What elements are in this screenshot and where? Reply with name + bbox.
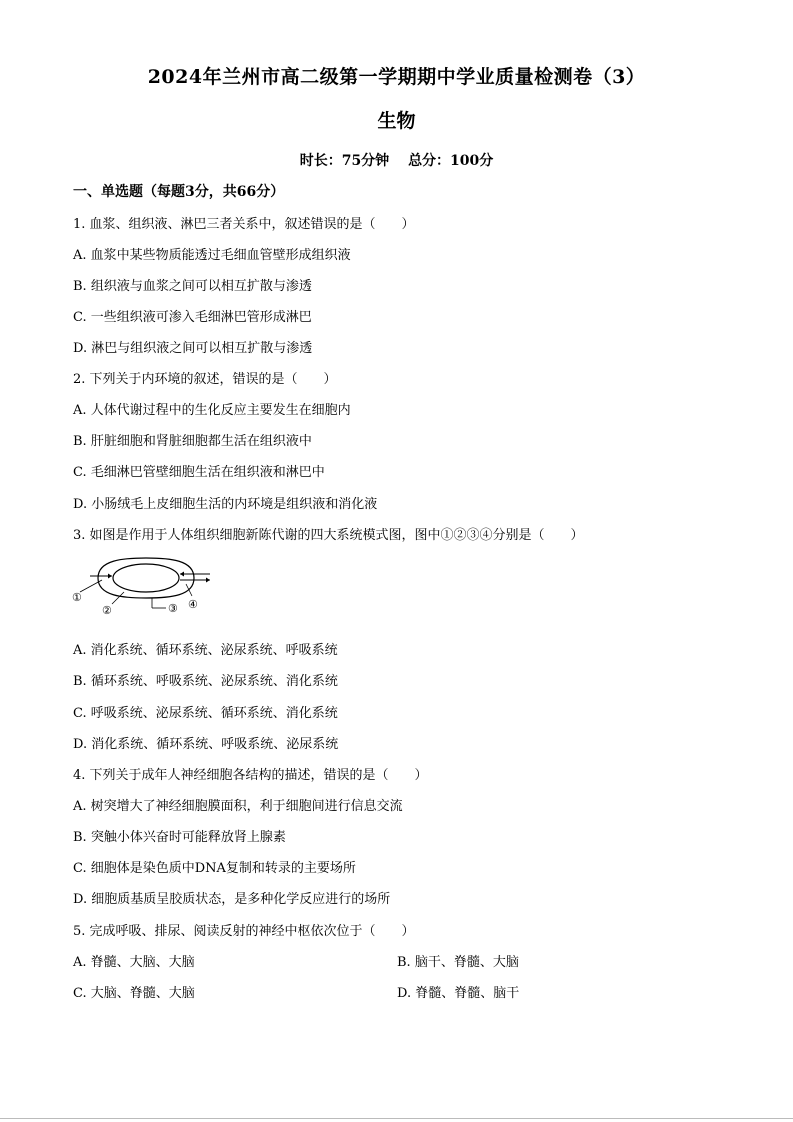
leader-2	[112, 592, 124, 604]
total-score-label: 总分：100分	[408, 153, 494, 169]
arrow-right-bottom-head	[206, 578, 210, 583]
exam-meta	[0, 150, 793, 170]
question-3-stem: 3. 如图是作用于人体组织细胞新陈代谢的四大系统模式图，图中①②③④分别是（ ）	[73, 528, 584, 543]
figure-label-2: ②	[102, 604, 112, 617]
duration-label: 时长：75分钟	[299, 153, 390, 169]
leader-4	[186, 584, 192, 596]
question-5-stem: 5. 完成呼吸、排尿、阅读反射的神经中枢依次位于（ ）	[73, 924, 415, 939]
subject-title: 生物	[377, 110, 416, 132]
question-4-option-d: D. 细胞质基质呈胶质状态，是多种化学反应进行的场所	[73, 892, 391, 907]
question-3-option-d: D. 消化系统、循环系统、呼吸系统、泌尿系统	[73, 737, 339, 752]
figure-label-4: ④	[188, 598, 198, 611]
question-4-option-a: A. 树突增大了神经细胞膜面积，利于细胞间进行信息交流	[73, 799, 403, 814]
question-2-option-d: D. 小肠绒毛上皮细胞生活的内环境是组织液和消化液	[73, 497, 378, 512]
question-2-stem: 2. 下列关于内环境的叙述，错误的是（ ）	[73, 372, 337, 387]
section-heading: 一、单选题（每题3分，共66分）	[73, 184, 285, 200]
arrow-in-left-head	[108, 574, 112, 579]
question-5-option-b: B. 脑干、脊髓、大脑	[397, 955, 519, 970]
question-5-option-a: A. 脊髓、大脑、大脑	[73, 955, 195, 970]
question-1-option-c: C. 一些组织液可渗入毛细淋巴管形成淋巴	[73, 310, 312, 325]
question-1-option-b: B. 组织液与血浆之间可以相互扩散与渗透	[73, 279, 312, 294]
question-4-option-c: C. 细胞体是染色质中DNA复制和转录的主要场所	[73, 861, 356, 876]
question-5-option-d: D. 脊髓、脊髓、脑干	[397, 986, 520, 1001]
question-3-option-b: B. 循环系统、呼吸系统、泌尿系统、消化系统	[73, 674, 338, 689]
question-5-option-c: C. 大脑、脊髓、大脑	[73, 986, 195, 1001]
question-3-option-c: C. 呼吸系统、泌尿系统、循环系统、消化系统	[73, 706, 338, 721]
systems-diagram	[68, 556, 218, 618]
question-2-option-c: C. 毛细淋巴管壁细胞生活在组织液和淋巴中	[73, 465, 325, 480]
question-1-stem: 1. 血浆、组织液、淋巴三者关系中，叙述错误的是（ ）	[73, 217, 415, 232]
page-bottom-rule	[0, 1118, 793, 1119]
arrow-right-top-head	[180, 572, 184, 577]
figure-label-1: ①	[72, 591, 82, 604]
exam-title: 2024年兰州市高二级第一学期期中学业质量检测卷（3）	[147, 66, 646, 88]
figure-label-3: ③	[168, 602, 178, 615]
question-2-option-a: A. 人体代谢过程中的生化反应主要发生在细胞内	[73, 403, 351, 418]
leader-1	[80, 580, 102, 592]
question-3-option-a: A. 消化系统、循环系统、泌尿系统、呼吸系统	[73, 643, 338, 658]
question-1-option-d: D. 淋巴与组织液之间可以相互扩散与渗透	[73, 341, 313, 356]
question-2-option-b: B. 肝脏细胞和肾脏细胞都生活在组织液中	[73, 434, 312, 449]
question-4-stem: 4. 下列关于成年人神经细胞各结构的描述，错误的是（ ）	[73, 768, 428, 783]
question-1-option-a: A. 血浆中某些物质能透过毛细血管壁形成组织液	[73, 248, 351, 263]
question-4-option-b: B. 突触小体兴奋时可能释放肾上腺素	[73, 830, 286, 845]
inner-loop	[113, 564, 179, 592]
